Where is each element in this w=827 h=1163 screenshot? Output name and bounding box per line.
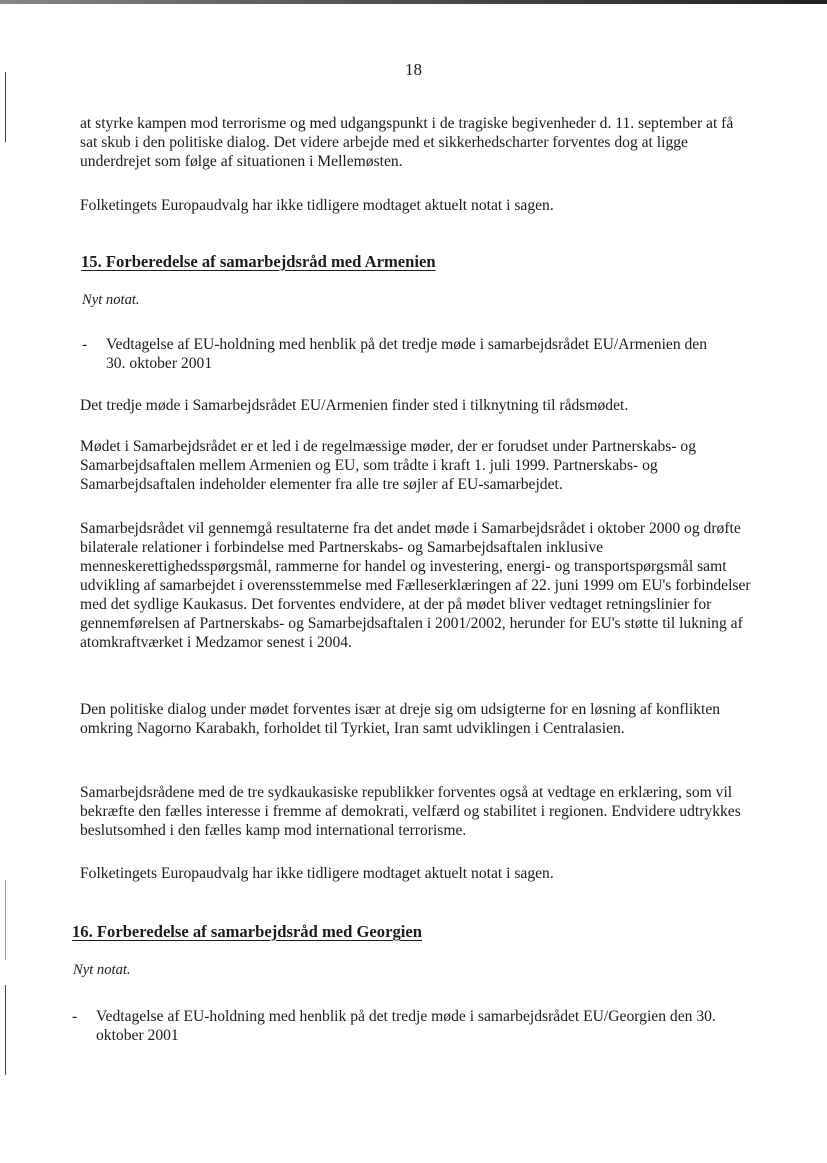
margin-mark	[5, 985, 6, 1075]
section-15-paragraph	[80, 864, 752, 883]
paragraph: Det tredje møde i Samarbejdsrådet EU/Armenien finder sted i tilknytning til rådsmødet.	[80, 397, 629, 414]
section-15-heading: 15. Forberedelse af samarbejdsråd med Armenien	[81, 252, 436, 271]
paragraph: Den politiske dialog under mødet forventes især at dreje sig om udsigterne for en løsning af konflikten omkring Nagorno Karabakh, forholdet til Tyrkiet, Iran samt udviklingen i Centralasien.	[80, 701, 721, 737]
paragraph: Folketingets Europaudvalg har ikke tidligere modtaget aktuelt notat i sagen.	[80, 197, 554, 214]
section-15-paragraph	[80, 437, 752, 494]
margin-mark	[5, 880, 6, 960]
page-number: 18	[405, 60, 422, 79]
paragraph: at styrke kampen mod terrorisme og med udgangspunkt i de tragiske begivenheder d. 11. september at få sat skub i den politiske dialog. Det videre arbejde med et sikkerhedscharter forventes dog at ligge underdrejet som følge af situationen i Mellemøsten.	[80, 115, 734, 170]
paragraph: Samarbejdsrådet vil gennemgå resultaterne fra det andet møde i Samarbejdsrådet i oktober 2000 og drøfte bilaterale relationer i forbindelse med Partnerskabs- og Samarbejdsaftalen inklusive menneskerettighedsspørgsmål, rammerne for handel og investering, energi- og transportspørgsmål samt udvikling af samarbejdet i overensstemmelse med Fælleserklæringen af 22. juni 1999 om EU's forbindelser med det sydlige Kaukasus. Det forventes endvidere, at der på mødet bliver vedtaget retningslinier for gennemførelsen af Partnerskabs- og Samarbejdsaftalen i 2001/2002, herunder for EU's støtte til lukning af atomkraftværket i Medzamor senest i 2004.	[80, 520, 751, 651]
bullet-dash: -	[72, 1008, 78, 1025]
paragraph: Folketingets Europaudvalg har ikke tidligere modtaget aktuelt notat i sagen.	[80, 865, 554, 882]
paragraph: Samarbejdsrådene med de tre sydkaukasiske republikker forventes også at vedtage en erklæring, som vil bekræfte den fælles interesse i fremme af demokrati, velfærd og stabilitet i regionen. Endvidere udtrykkes beslutsomhed i den fælles kamp mod international terrorisme.	[80, 784, 741, 839]
section-16-bullet	[72, 1007, 732, 1047]
section-15-paragraph	[80, 396, 752, 415]
paragraph: Mødet i Samarbejdsrådet er et led i de regelmæssige møder, der er forudset under Partnerskabs- og Samarbejdsaftalen mellem Armenien og EU, som trådte i kraft 1. juli 1999. Partnerskabs- og Samarbejdsaftalen indeholder elementer fra alle tre søjler af EU-samarbejdet.	[80, 438, 696, 493]
bullet-text: Vedtagelse af EU-holdning med henblik på det tredje møde i samarbejdsrådet EU/Armenien den 30. oktober 2001	[106, 336, 708, 372]
intro-paragraph	[80, 196, 752, 215]
section-15-paragraph	[80, 519, 752, 652]
section-15-paragraph	[80, 783, 752, 840]
bullet-dash: -	[82, 336, 88, 353]
intro-paragraph	[80, 114, 752, 171]
scan-top-edge	[0, 0, 827, 4]
section-16-heading: 16. Forberedelse af samarbejdsråd med Georgien	[72, 922, 422, 941]
margin-mark	[5, 72, 6, 142]
section-15-paragraph	[80, 700, 752, 738]
section-16-subheading: Nyt notat.	[73, 962, 131, 978]
bullet-text: Vedtagelse af EU-holdning med henblik på det tredje møde i samarbejdsrådet EU/Georgien den 30. oktober 2001	[96, 1008, 716, 1044]
section-15-bullet	[82, 335, 742, 375]
section-15-subheading: Nyt notat.	[82, 292, 140, 308]
